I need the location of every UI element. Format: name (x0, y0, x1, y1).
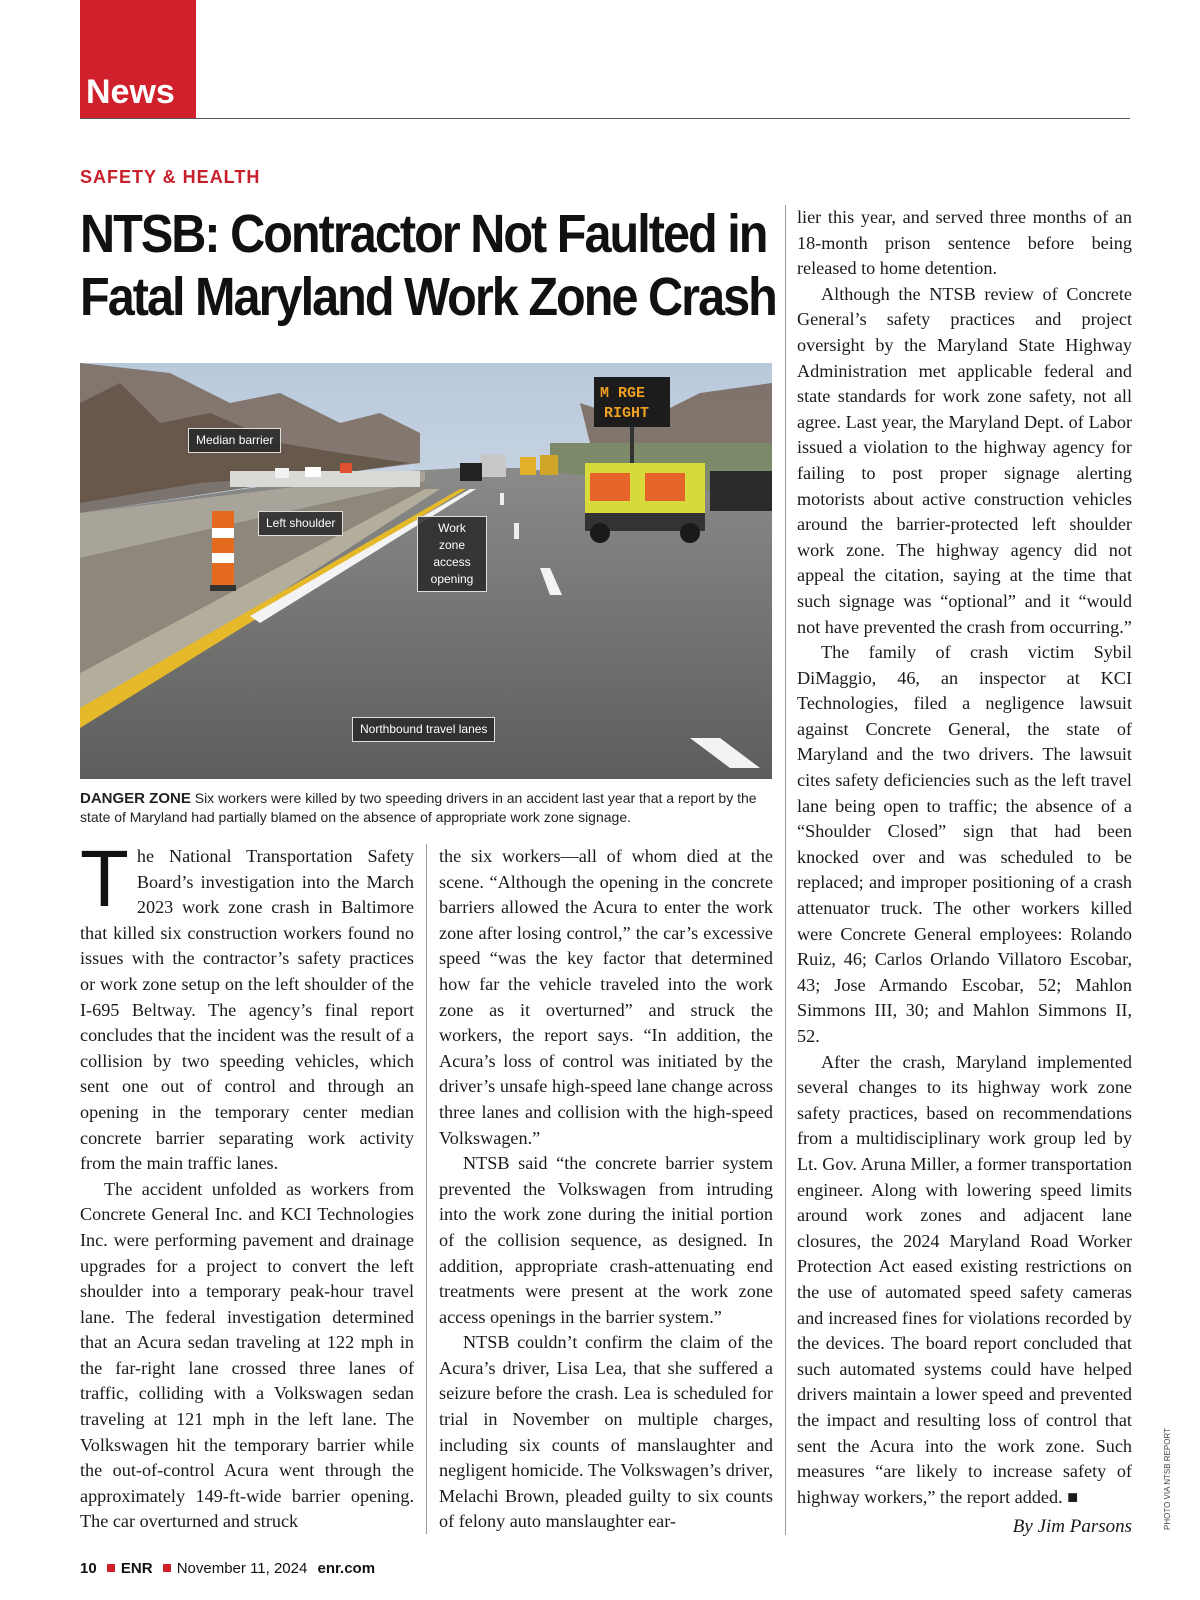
news-section-tab (80, 0, 196, 118)
paragraph-text: he National Transportation Safety Board’s investigation into the March 2023 work zone crash in Baltimore that killed six construction workers found no issues with the contractor’s safety practices or work zone setup on the left shoulder of the I-695 Beltway. The agency’s final report concludes that the incident was the result of a collision by two speeding vehicles, which sent one out of control and through an opening in the temporary center median concrete barrier separating work activity from the main traffic lanes. (80, 846, 414, 1174)
paragraph: lier this year, and served three months of an 18-month prison sentence before being released to home detention. (797, 207, 1132, 279)
paragraph: NTSB couldn’t confirm the claim of the Acura’s driver, Lisa Lea, that she suffered a seizure before the crash. Lea is scheduled for trial in November on multiple charges, including six counts of manslaughter and negligent homicide. The Volkswagen’s driver, Melachi Brown, pleaded guilty to six counts of felony auto manslaughter ear- (439, 1332, 773, 1532)
message-board-line-2: RIGHT (604, 405, 650, 422)
paragraph: the six workers—all of whom died at the scene. “Although the opening in the concrete barriers allowed the Acura to enter the work zone after losing control,” the car’s excessive speed “was the key factor that determined how far the vehicle traveled into the work zone as it overturned” and struck the workers, the report says. “In addition, the Acura’s loss of control was initiated by the driver’s unsafe high-speed lane change across three lanes and collision with the high-speed Volkswagen.” (439, 846, 773, 1148)
byline: By Jim Parsons (1012, 1516, 1132, 1537)
column-divider (785, 205, 786, 1535)
publication-name: ENR (120, 1560, 153, 1577)
callout-left-shoulder: Left shoulder (258, 511, 343, 536)
paragraph (80, 834, 414, 1177)
headline-line-2: Fatal Maryland Work Zone Crash (80, 267, 776, 327)
paragraph: The accident unfolded as workers from Concrete General Inc. and KCI Technologies Inc. were performing pavement and drainage upgrades for a project to convert the left shoulder into a temporary peak-hour travel lane. The federal investigation determined that an Acura sedan traveling at 122 mph in the far-right lane crossed three lanes of traffic, colliding with a Volkswagen sedan traveling at 121 mph in the left lane. The Volkswagen hit the temporary barrier while the out-of-control Acura went through the approximately 149-ft-wide barrier opening. The car overturned and struck (80, 1178, 414, 1532)
callout-northbound-lanes: Northbound travel lanes (352, 717, 495, 742)
page-footer (80, 1560, 381, 1577)
separator-square (163, 1564, 171, 1572)
message-board-line-1: M RGE (600, 385, 646, 402)
page-number: 10 (80, 1560, 97, 1577)
news-tab-label: News (86, 73, 175, 111)
paragraph: NTSB said “the concrete barrier system prevented the Volkswagen from intruding into the work zone during the initial portion of the collision sequence, as designed. In addition, appropriate crash-attenuating end treatments were present at the work zone access openings in the barrier system.” (439, 1153, 773, 1327)
header-rule (80, 118, 1130, 119)
paragraph: After the crash, Maryland implemented several changes to its highway work zone safety practices, based on recommendations from a multidisciplinary work group led by Lt. Gov. Aruna Miller, a former transportation engineer. Along with lowering speed limits around work zones and adjacent lane closures, the 2024 Maryland Road Worker Protection Act eased existing restrictions on the use of automated speed safety cameras and increased fines for violations recorded by the devices. The board report concluded that such automated systems could have helped drivers maintain a lower speed and prevented the impact and resulting loss of control that sent the Acura into the work zone. Such measures “are likely to increase safety of highway workers,” the report added. ■ (797, 1051, 1132, 1507)
article-column-3 (797, 205, 1132, 1510)
photo-credit: PHOTO VIA NTSB REPORT (1163, 1428, 1172, 1530)
issue-date: November 11, 2024 (176, 1560, 308, 1577)
caption-text: Six workers were killed by two speeding drivers in an accident last year that a report by the state of Maryland had partially blamed on the absence of appropriate work zone signage. (80, 790, 757, 825)
caption-lead: DANGER ZONE (80, 790, 191, 807)
article-column-1 (80, 834, 414, 1535)
column-divider (426, 844, 427, 1534)
article-headline (80, 203, 776, 329)
separator-square (107, 1564, 115, 1572)
callout-work-zone-access: Work zone access opening (417, 516, 487, 592)
headline-line-1: NTSB: Contractor Not Faulted in (80, 204, 767, 264)
photo-caption (80, 789, 772, 827)
article-photo (80, 363, 772, 779)
paragraph: The family of crash victim Sybil DiMaggio, 46, an inspector at KCI Technologies, filed a negligence lawsuit against Concrete General, the state of Maryland and the two drivers. The lawsuit cites safety deficiencies such as the left travel lane being open to traffic; the absence of a “Shoulder Closed” sign that had been knocked over and was scheduled to be replaced; and improper positioning of a crash attenuator truck. The other workers killed were Concrete General employees: Rolando Ruiz, 46; Carlos Orlando Villatoro Escobar, 43; Jose Armando Escobar, 52; Mahlon Simmons III, 30; and Mahlon Simmons II, 52. (797, 642, 1132, 1046)
site-url: enr.com (317, 1560, 376, 1577)
callout-median-barrier: Median barrier (188, 428, 281, 453)
article-column-2 (439, 844, 773, 1535)
paragraph: Although the NTSB review of Concrete General’s safety practices and project oversight by the Maryland State Highway Administration met applicable federal and state standards for work zone safety, not all agree. Last year, the Maryland Dept. of Labor issued a violation to the highway agency for failing to post proper signage alerting motorists about active construction vehicles around the barrier-protected left shoulder work zone. The highway agency did not appeal the citation, saying at the time that such signage was “optional” and it “would not have prevented the crash from occurring.” (797, 283, 1132, 637)
drop-cap: T (80, 834, 129, 923)
article-kicker: SAFETY & HEALTH (80, 167, 261, 187)
